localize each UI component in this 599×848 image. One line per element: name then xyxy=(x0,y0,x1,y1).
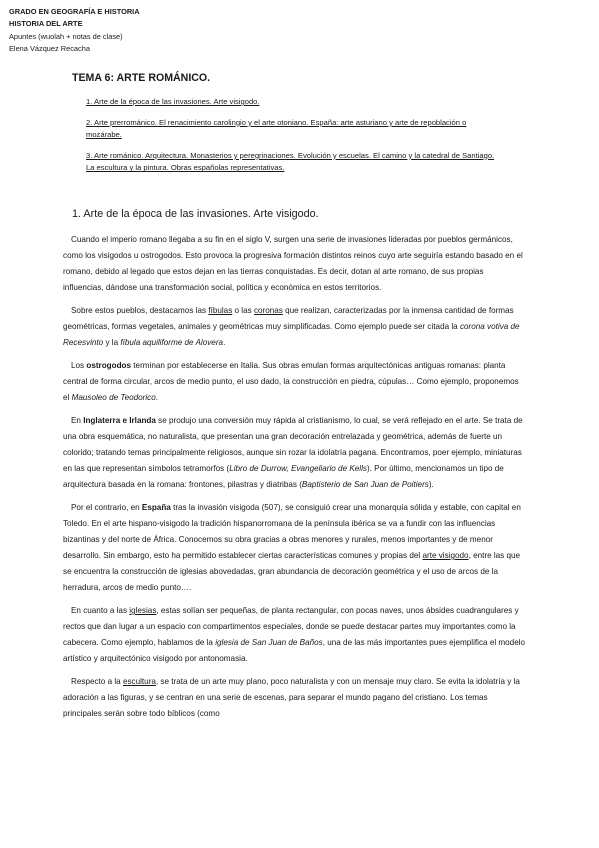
text-run: En cuanto a las xyxy=(71,606,130,615)
degree-line: GRADO EN GEOGRAFÍA E HISTORIA xyxy=(9,7,140,16)
paragraph-6 xyxy=(63,603,526,667)
underlined-term: escultura xyxy=(122,677,156,686)
text-run: En xyxy=(71,416,84,425)
text-run: terminan por establecerse en Italia. Sus obras emulan formas arquitectónicas antiguas romanas: planta central de forma circular, arcos de medio punto, el uso dado, la construcción en piedra, cúpulas… Como ejemplo, proponemos el xyxy=(63,361,519,402)
text-run: Respecto a la xyxy=(71,677,123,686)
text-run: y la xyxy=(103,338,121,347)
paragraph-4 xyxy=(63,413,526,493)
bold-term: ostrogodos xyxy=(86,361,132,370)
bold-term: Inglaterra e Irlanda xyxy=(83,416,156,425)
section-heading: 1. Arte de la época de las invasiones. Arte visigodo. xyxy=(72,208,319,220)
document-header xyxy=(9,6,140,56)
text-run: ). Por último, mencionamos un tipo de arquitectura basada en la romana: frontones, pilastras y diatribas ( xyxy=(63,464,504,489)
underlined-term: arte visigodo xyxy=(422,551,469,560)
toc-link-2[interactable]: 2. Arte prerrománico. El renacimiento carolingio y el arte otoniano. España: arte asturiano y arte de repoblación o mozárabe. xyxy=(86,117,467,140)
text-run: , entre las que se encuentra la construcción de iglesias abovedadas, gran abundancia de decoración geométrica y el uso de arcos de la herradura, arcos de medio punto…. xyxy=(63,551,521,592)
table-of-contents xyxy=(86,96,496,183)
underlined-term: coronas xyxy=(253,306,283,315)
text-run: o las xyxy=(232,306,254,315)
toc-link-3[interactable]: 3. Arte románico. Arquitectura. Monasterios y peregrinaciones. Evolución y escuelas. El camino y la catedral de Santiago. La escultura y la pintura. Obras españolas representativas. xyxy=(86,150,495,173)
paragraph-7 xyxy=(63,674,526,722)
text-run: , una de las más importantes pues ejemplifica el modelo artístico y arquitectónico visigodo por antonomasia. xyxy=(63,638,526,663)
text-run: se produjo una conversión muy rápida al cristianismo, lo cual, se verá reflejado en el arte. Se trata de una obra esquemática, no naturalista, que presentan una gran decoración entrelazada y geométrica, además de fuerte un colorido; tratando temas principalmente religiosos, aunque sin rozar la idolatría pagana. Encontramos, poer ejemplo, miniaturas en las que representan símbolos tetramorfos ( xyxy=(63,416,523,473)
text-run: tras la invasión visigoda (507), se consiguió crear una monarquía sólida y estable, con capital en Toledo. En el arte hispano-visigodo la tradición hispanorromana de la península ibérica se va a fundir con las influencias bizantinas y del norte de África. Conocemos su obra gracias a obras menores y rurales, menos importantes y de menor desarrollo. Sin embargo, esto ha permitido establecer ciertas características comunes y propias del xyxy=(63,503,521,560)
text-run: Los xyxy=(71,361,87,370)
italic-work-title: Libro de Durrow, Evangeliario de Kells xyxy=(229,464,367,473)
text-run: Sobre estos pueblos, destacamos las xyxy=(71,306,209,315)
paragraph-1: Cuando el imperio romano llegaba a su fin en el siglo V, surgen una serie de invasiones lideradas por pueblos germánicos, como los visigodos u ostrogodos. Esto provoca la progresiva formación distintos reinos cuyo arte seguiría estando basado en el romano, debido al legado que estos dejan en las tierras conquistadas. Es decir, dotan al arte romano, de sus propias influencias, dándose una transformación social, política y económica en estos territorios. xyxy=(63,235,523,292)
text-run: . xyxy=(155,393,159,402)
subject-line: HISTORIA DEL ARTE xyxy=(9,19,83,29)
italic-work-title: fíbula aquiliforme de Alovera xyxy=(120,338,224,347)
italic-work-title: corona votiva de Recesvinto xyxy=(63,322,520,347)
document-body xyxy=(63,232,526,729)
text-run: , se trata de un arte muy plano, poco naturalista y con un mensaje muy claro. Se evita la idolatría y la adoración a las figuras, y se centran en una serie de escenas, para separar el mundo pagano del cristiano. Los temas principales serán sobre todo bíblicos (como xyxy=(63,677,520,718)
text-run: que realizan, caracterizadas por la inmensa cantidad de formas geométricas, formas vegetales, animales y geométricas muy simplificadas. Como ejemplo puede ser citada la xyxy=(63,306,514,331)
notes-source-line: Apuntes (wuolah + notas de clase) xyxy=(9,31,123,41)
paragraph-3 xyxy=(63,358,526,406)
text-run: , estas solían ser pequeñas, de planta rectangular, con pocas naves, unos ábsides cuadrangulares y rectos que dan lugar a un espacio con compartimentos especiales, donde se puede destacar partes muy importantes como la cabecera. Como ejemplo, hablamos de la xyxy=(63,606,519,647)
text-run: . xyxy=(223,338,226,347)
paragraph-2 xyxy=(63,303,526,351)
text-run: ). xyxy=(428,480,434,489)
italic-work-title: Baptisterio de San Juan de Poitiers xyxy=(301,480,429,489)
page-title: TEMA 6: ARTE ROMÁNICO. xyxy=(72,72,211,84)
underlined-term: fíbulas xyxy=(208,306,233,315)
author-line: Elena Vázquez Recacha xyxy=(9,44,90,54)
paragraph-5 xyxy=(63,500,526,596)
underlined-term: iglesias xyxy=(129,606,157,615)
toc-link-1[interactable]: 1. Arte de la época de las invasiones. Arte visigodo. xyxy=(86,97,260,106)
text-run: Por el contrario, en xyxy=(71,503,142,512)
italic-work-title: iglesia de San Juan de Baños xyxy=(215,638,323,647)
bold-term: España xyxy=(141,503,171,512)
italic-work-title: Mausoleo de Teodorico xyxy=(71,393,156,402)
